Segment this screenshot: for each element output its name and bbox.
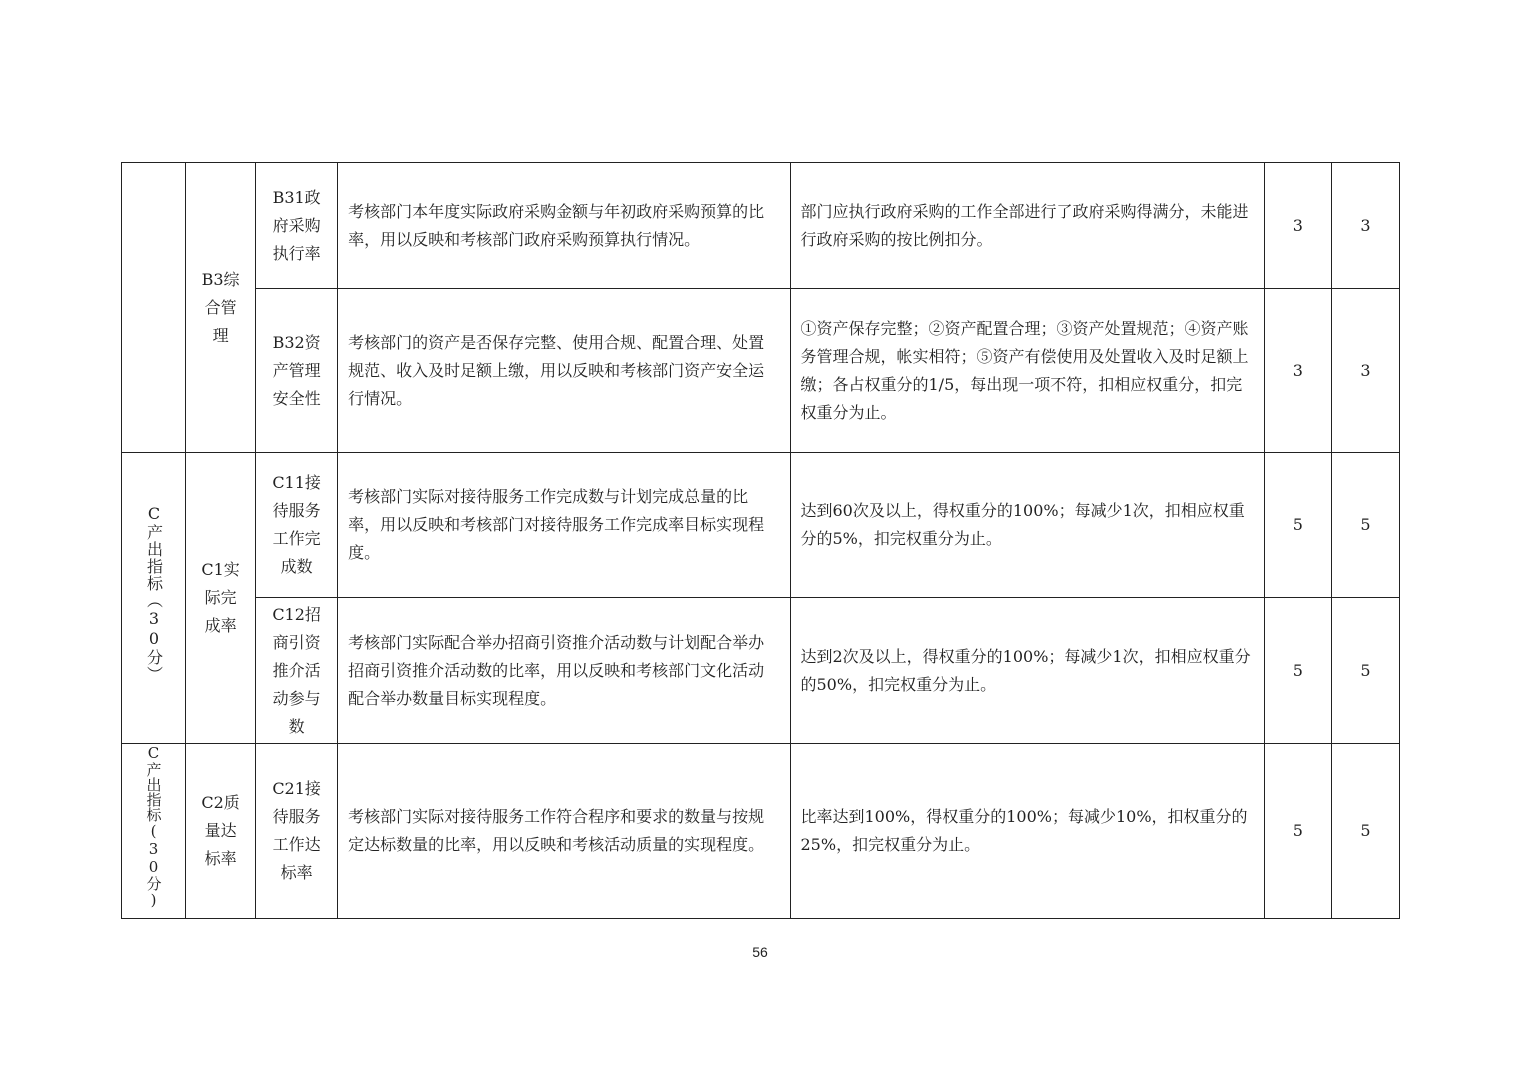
level3-indicator: B32资产管理安全性 (256, 289, 338, 453)
level2-indicator: C1实际完成率 (186, 453, 256, 744)
evaluation-table (121, 162, 1400, 919)
level3-indicator: C21接待服务工作达标率 (256, 744, 338, 919)
indicator-definition: 考核部门实际对接待服务工作完成数与计划完成总量的比率，用以反映和考核部门对接待服务工作完成率目标实现程度。 (338, 453, 790, 598)
indicator-definition: 考核部门实际配合举办招商引资推介活动数与计划配合举办招商引资推介活动数的比率，用以反映和考核部门文化活动配合举办数量目标实现程度。 (338, 598, 790, 744)
level2-indicator: C2质量达标率 (186, 744, 256, 919)
level1-indicator (122, 453, 186, 744)
level3-indicator: C12招商引资推介活动参与数 (256, 598, 338, 744)
indicator-definition: 考核部门的资产是否保存完整、使用合规、配置合理、处置规范、收入及时足额上缴，用以反映和考核部门资产安全运行情况。 (338, 289, 790, 453)
level1-label: C产出指标（30分） (144, 504, 164, 683)
page-number: 56 (752, 944, 768, 960)
table-row (122, 289, 1400, 453)
scoring-standard: 部门应执行政府采购的工作全部进行了政府采购得满分，未能进行政府采购的按比例扣分。 (790, 163, 1264, 289)
weight-value: 5 (1264, 744, 1331, 919)
weight-value: 5 (1264, 453, 1331, 598)
weight-value: 3 (1264, 163, 1331, 289)
scoring-standard: ①资产保存完整；②资产配置合理；③资产处置规范；④资产账务管理合规，帐实相符；⑤资产有偿使用及处置收入及时足额上缴；各占权重分的1/5，每出现一项不符，扣相应权重分，扣完权重分为止。 (790, 289, 1264, 453)
weight-value: 5 (1264, 598, 1331, 744)
level1-cell-empty (122, 163, 186, 453)
table-row (122, 163, 1400, 289)
level2-indicator: B3综合管理 (186, 163, 256, 453)
level3-indicator: B31政府采购执行率 (256, 163, 338, 289)
score-value: 5 (1331, 744, 1399, 919)
table-row (122, 453, 1400, 598)
scoring-standard: 达到60次及以上，得权重分的100%；每减少1次，扣相应权重分的5%，扣完权重分为止。 (790, 453, 1264, 598)
indicator-definition: 考核部门本年度实际政府采购金额与年初政府采购预算的比率，用以反映和考核部门政府采购预算执行情况。 (338, 163, 790, 289)
scoring-standard: 达到2次及以上，得权重分的100%；每减少1次，扣相应权重分的50%，扣完权重分为止。 (790, 598, 1264, 744)
score-value: 5 (1331, 453, 1399, 598)
score-value: 3 (1331, 163, 1399, 289)
level1-indicator (122, 744, 186, 919)
table-row (122, 598, 1400, 744)
weight-value: 3 (1264, 289, 1331, 453)
scoring-standard: 比率达到100%，得权重分的100%；每减少10%，扣权重分的25%，扣完权重分为止。 (790, 744, 1264, 919)
table-row (122, 744, 1400, 919)
level3-indicator: C11接待服务工作完成数 (256, 453, 338, 598)
score-value: 3 (1331, 289, 1399, 453)
indicator-definition: 考核部门实际对接待服务工作符合程序和要求的数量与按规定达标数量的比率，用以反映和考核活动质量的实现程度。 (338, 744, 790, 919)
level1-label: C产出指标(30分) (144, 744, 163, 909)
score-value: 5 (1331, 598, 1399, 744)
